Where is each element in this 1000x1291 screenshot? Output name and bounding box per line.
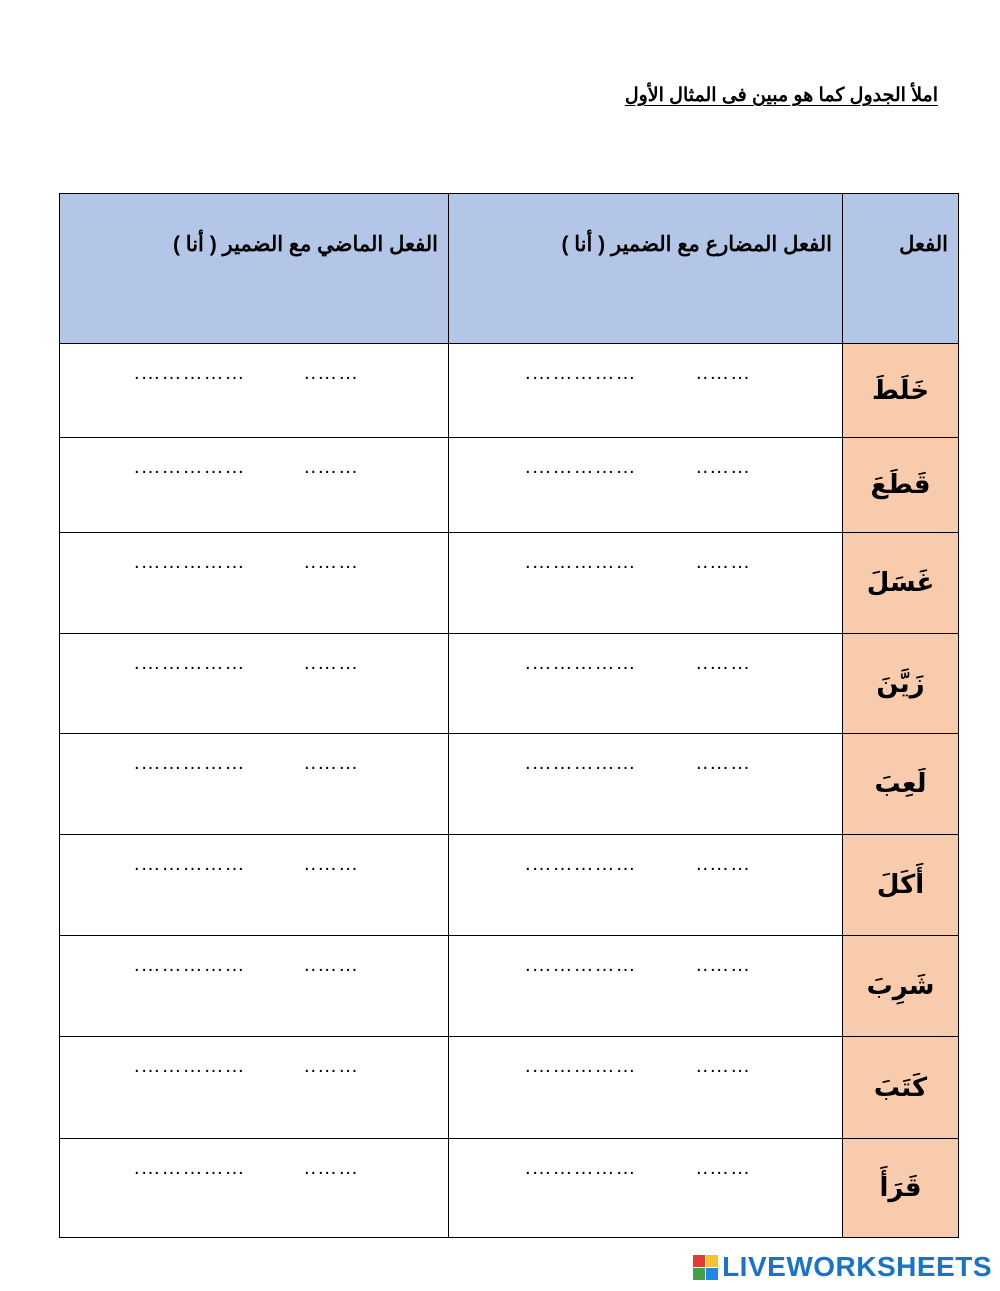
- verb-cell: لَعِبَ: [843, 734, 959, 835]
- blank-short: ……..: [304, 652, 360, 674]
- present-answer-cell[interactable]: [449, 634, 843, 734]
- blank-long: …………….: [134, 853, 246, 875]
- blank-long: …………….: [525, 1157, 637, 1179]
- past-answer-cell[interactable]: [60, 533, 449, 634]
- table-row: [60, 734, 959, 835]
- blank-short: ……..: [304, 1157, 360, 1179]
- liveworksheets-logo: [693, 1251, 992, 1283]
- blank-long: …………….: [525, 652, 637, 674]
- table-row: [60, 634, 959, 734]
- logo-blocks-icon: [693, 1255, 718, 1280]
- blank-short: ……..: [304, 551, 360, 573]
- verb-cell: أَكَلَ: [843, 835, 959, 936]
- blank-short: ……..: [696, 954, 752, 976]
- blank-long: …………….: [525, 1055, 637, 1077]
- blank-short: ……..: [696, 551, 752, 573]
- blank-short: ……..: [304, 362, 360, 384]
- present-answer-cell[interactable]: [449, 1139, 843, 1238]
- blank-long: …………….: [134, 362, 246, 384]
- verb-cell: زَيَّنَ: [843, 634, 959, 734]
- blank-short: ……..: [696, 1157, 752, 1179]
- table-row: [60, 438, 959, 533]
- table-header-row: [60, 194, 959, 344]
- verb-cell: قَطَعَ: [843, 438, 959, 533]
- present-answer-cell[interactable]: [449, 344, 843, 438]
- blank-short: ……..: [304, 954, 360, 976]
- blank-long: …………….: [525, 954, 637, 976]
- blank-short: ……..: [696, 652, 752, 674]
- blank-long: …………….: [134, 752, 246, 774]
- blank-short: ……..: [304, 752, 360, 774]
- past-answer-cell[interactable]: [60, 1139, 449, 1238]
- blank-long: …………….: [525, 551, 637, 573]
- blank-long: …………….: [134, 652, 246, 674]
- blank-long: …………….: [525, 752, 637, 774]
- past-answer-cell[interactable]: [60, 734, 449, 835]
- present-answer-cell[interactable]: [449, 734, 843, 835]
- present-answer-cell[interactable]: [449, 1037, 843, 1139]
- blank-long: …………….: [134, 456, 246, 478]
- table-row: [60, 936, 959, 1037]
- blank-long: …………….: [134, 1157, 246, 1179]
- verb-cell: غَسَلَ: [843, 533, 959, 634]
- blank-short: ……..: [696, 362, 752, 384]
- blank-short: ……..: [304, 456, 360, 478]
- past-answer-cell[interactable]: [60, 936, 449, 1037]
- present-answer-cell[interactable]: [449, 438, 843, 533]
- verb-cell: كَتَبَ: [843, 1037, 959, 1139]
- blank-short: ……..: [696, 1055, 752, 1077]
- blank-short: ……..: [696, 853, 752, 875]
- table-row: [60, 1139, 959, 1238]
- header-verb: الفعل: [843, 194, 959, 344]
- blank-long: …………….: [134, 551, 246, 573]
- blank-short: ……..: [696, 752, 752, 774]
- header-past: الفعل الماضي مع الضمير ( أنا ): [60, 194, 449, 344]
- blank-long: …………….: [134, 954, 246, 976]
- table-row: [60, 835, 959, 936]
- present-answer-cell[interactable]: [449, 835, 843, 936]
- blank-long: …………….: [525, 853, 637, 875]
- header-present: الفعل المضارع مع الضمير ( أنا ): [449, 194, 843, 344]
- past-answer-cell[interactable]: [60, 438, 449, 533]
- table-row: [60, 1037, 959, 1139]
- table-row: [60, 344, 959, 438]
- blank-long: …………….: [134, 1055, 246, 1077]
- present-answer-cell[interactable]: [449, 533, 843, 634]
- blank-short: ……..: [304, 1055, 360, 1077]
- past-answer-cell[interactable]: [60, 835, 449, 936]
- blank-long: …………….: [525, 362, 637, 384]
- past-answer-cell[interactable]: [60, 1037, 449, 1139]
- verb-cell: خَلَطَ: [843, 344, 959, 438]
- instruction-heading: املأ الجدول كما هو مبين فى المثال الأول: [624, 85, 938, 106]
- logo-brand-text: LIVEWORKSHEETS: [722, 1251, 992, 1282]
- verb-conjugation-table: [59, 193, 959, 1238]
- blank-long: …………….: [525, 456, 637, 478]
- blank-short: ……..: [696, 456, 752, 478]
- past-answer-cell[interactable]: [60, 344, 449, 438]
- verb-cell: شَرِبَ: [843, 936, 959, 1037]
- present-answer-cell[interactable]: [449, 936, 843, 1037]
- blank-short: ……..: [304, 853, 360, 875]
- verb-cell: قَرَأَ: [843, 1139, 959, 1238]
- table-row: [60, 533, 959, 634]
- past-answer-cell[interactable]: [60, 634, 449, 734]
